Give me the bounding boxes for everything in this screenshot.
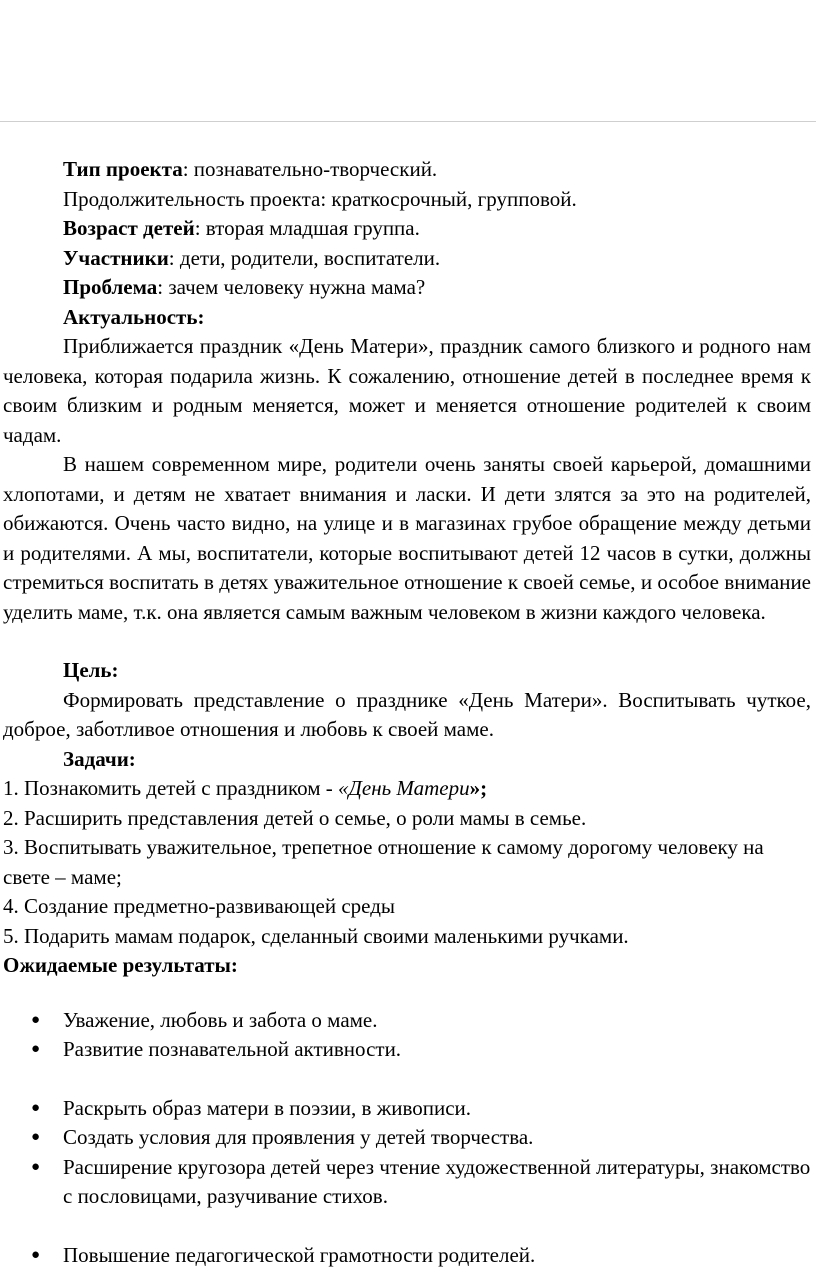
list-item-text: Расширение кругозора детей через чтение художественной литературы, знакомство с пословицами, разучивание стихов. <box>63 1155 810 1209</box>
page-divider <box>0 121 816 122</box>
bullet-icon: ● <box>31 1123 40 1153</box>
results-heading-text: Ожидаемые результаты: <box>3 953 238 977</box>
list-item-text: Уважение, любовь и забота о маме. <box>63 1008 378 1032</box>
bullet-icon: ● <box>31 1006 40 1036</box>
relevance-heading <box>3 303 811 333</box>
spacer <box>3 1065 811 1094</box>
children-age-line <box>3 214 811 244</box>
list-item-text: Раскрыть образ матери в поэзии, в живописи. <box>63 1096 471 1120</box>
spacer <box>3 1212 811 1241</box>
list-item-text: Создать условия для проявления у детей творчества. <box>63 1125 533 1149</box>
spacer <box>3 981 811 1006</box>
project-duration-line: Продолжительность проекта: краткосрочный, групповой. <box>3 185 811 215</box>
task-item-1 <box>3 774 811 804</box>
task-item-5: 5. Подарить мамам подарок, сделанный своими маленькими ручками. <box>3 922 811 952</box>
list-item <box>3 1241 811 1270</box>
participants-line <box>3 244 811 274</box>
problem-line <box>3 273 811 303</box>
children-age-label: Возраст детей <box>63 216 195 240</box>
project-type-line <box>3 155 811 185</box>
bullet-icon: ● <box>31 1241 40 1270</box>
bullet-icon: ● <box>31 1153 40 1183</box>
task-item-2: 2. Расширить представления детей о семье, о роли мамы в семье. <box>3 804 811 834</box>
spacer <box>3 627 811 656</box>
goal-heading-text: Цель: <box>63 658 119 682</box>
bullet-icon: ● <box>31 1094 40 1124</box>
task-item-1-holiday: «День Матери <box>338 776 470 800</box>
task-item-4: 4. Создание предметно-развивающей среды <box>3 892 811 922</box>
task-item-3: 3. Воспитывать уважительное, трепетное отношение к самому дорогому человеку на свете – маме; <box>3 833 811 892</box>
project-type-value: : познавательно-творческий. <box>183 157 437 181</box>
results-list-1 <box>3 1006 811 1065</box>
participants-label: Участники <box>63 246 169 270</box>
project-type-label: Тип проекта <box>63 157 183 181</box>
goal-paragraph: Формировать представление о празднике «День Матери». Воспитывать чуткое, доброе, заботливое отношения и любовь к своей маме. <box>3 686 811 745</box>
children-age-value: : вторая младшая группа. <box>195 216 420 240</box>
task-item-1-end: »; <box>470 776 488 800</box>
results-list-3 <box>3 1241 811 1270</box>
relevance-heading-text: Актуальность: <box>63 305 204 329</box>
document-body <box>3 155 811 1270</box>
list-item <box>3 1123 811 1153</box>
tasks-heading-text: Задачи: <box>63 747 136 771</box>
list-item <box>3 1153 811 1212</box>
bullet-icon: ● <box>31 1035 40 1065</box>
problem-value: : зачем человеку нужна мама? <box>157 275 425 299</box>
goal-heading <box>3 656 811 686</box>
list-item <box>3 1035 811 1065</box>
participants-value: : дети, родители, воспитатели. <box>169 246 440 270</box>
list-item <box>3 1006 811 1036</box>
relevance-paragraph-1: Приближается праздник «День Матери», праздник самого близкого и родного нам человека, которая подарила жизнь. К сожалению, отношение детей в последнее время к своим близким и родным меняется, может и меняется отношение родителей к своим чадам. <box>3 332 811 450</box>
results-list-2 <box>3 1094 811 1212</box>
list-item-text: Повышение педагогической грамотности родителей. <box>63 1243 535 1267</box>
results-heading <box>3 951 811 981</box>
task-item-1-text: 1. Познакомить детей с праздником - <box>3 776 338 800</box>
relevance-paragraph-2: В нашем современном мире, родители очень заняты своей карьерой, домашними хлопотами, и детям не хватает внимания и ласки. И дети злятся за это на родителей, обижаются. Очень часто видно, на улице и в магазинах грубое обращение между детьми и родителями. А мы, воспитатели, которые воспитывают детей 12 часов в сутки, должны стремиться воспитать в детях уважительное отношение к своей семье, и особое внимание уделить маме, т.к. она является самым важным человеком в жизни каждого человека. <box>3 450 811 627</box>
problem-label: Проблема <box>63 275 157 299</box>
list-item <box>3 1094 811 1124</box>
tasks-heading <box>3 745 811 775</box>
list-item-text: Развитие познавательной активности. <box>63 1037 401 1061</box>
